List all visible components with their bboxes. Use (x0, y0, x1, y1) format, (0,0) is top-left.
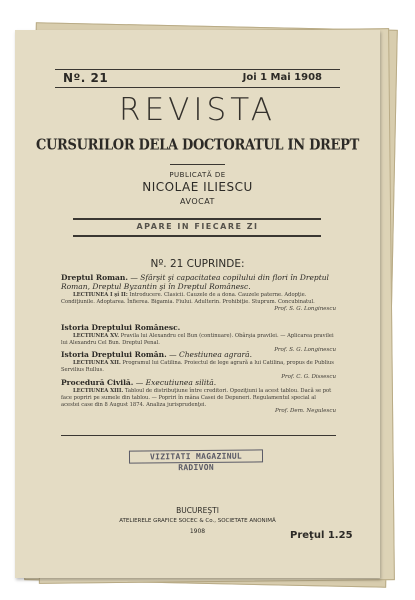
section-name: Istoria Dreptului Român. (61, 350, 167, 359)
magazine-cover (15, 30, 380, 578)
header-rule-bottom (55, 87, 340, 88)
contents-section (61, 273, 336, 312)
contents-heading: Nº. 21 CUPRINDE: (150, 258, 245, 270)
contents-section (61, 378, 336, 414)
professor-name: Prof. S. G. Longinescu (274, 346, 336, 353)
lecture-text: Tabloul de distribuţiune între creditori. Opoziţiuni la acest tablou. Dacă se pot face popriri pe sumele din tablou. — Popriri în mâna Casei de Depuneri. Regulamentul special al acestei case din 8 August 1874. Analiza jurisprudenţei. (61, 388, 332, 408)
title-divider (170, 164, 225, 165)
frequency-rule-bottom (73, 235, 321, 237)
lecture-label: LECTIUNEA I şi II: (73, 292, 128, 298)
publisher-role: AVOCAT (180, 197, 215, 206)
section-name: Dreptul Roman. (61, 273, 128, 282)
issue-date: Joi 1 Mai 1908 (242, 72, 322, 83)
frequency-rule-top (73, 218, 321, 220)
lecture-text: Introducere. Clasicii. Cauzele de a dona. Cauzele paterne. Adopţie. Condiţiunile. Adoptarea. Înfierea. Bigamia. Fiului. Adulterin. Prohibiţie. Stuprum. Concubinatul. (61, 292, 315, 305)
header-rule-top (55, 69, 340, 70)
section-description: — Executiunea silită. (133, 378, 217, 387)
contents-section (61, 350, 336, 380)
shop-stamp: VIZITATI MAGAZINUL RADIVON (129, 449, 263, 463)
section-description: — Chestiunea agrară. (166, 350, 252, 359)
publication-year: 1908 (189, 528, 206, 535)
lecture-label: LECTIUNEA XIII. (73, 388, 124, 394)
lecture-label: LECTIUNEA XV. (73, 333, 120, 339)
printing-house: ATELIERELE GRAFICE SOCEC & Co., SOCIETATE ANONIMĂ (119, 518, 276, 524)
professor-name: Prof. Dem. Negulescu (275, 408, 336, 415)
frequency-banner: APARE IN FIECARE ZI (136, 222, 259, 231)
publisher-name: NICOLAE ILIESCU (142, 180, 253, 194)
contents-end-rule (61, 435, 336, 436)
issue-number: Nº. 21 (63, 71, 109, 85)
section-description: — Sfârşit şi capacitatea copilului din flori în Dreptul Roman, Dreptul Byzantin şi în Dreptul Românesc. (61, 273, 329, 291)
lecture-text: Pravila lui Alexandru cel Bun (continuare). Obârşia pravilei. — Aplicarea pravilei lui Alexandru Cel Bun. Dreptul Penal. (61, 333, 334, 346)
lecture-text: Programul lui Catilina. Proiectul de lege agrară a lui Catilina, propus de Publius Servilius Rullus. (61, 360, 334, 373)
price-label: Preţul 1.25 (290, 530, 353, 541)
professor-name: Prof. S. G. Longinescu (274, 305, 336, 312)
cover-title: REVISTA (119, 92, 276, 128)
section-name: Procedură Civilă. (61, 378, 134, 387)
contents-section (61, 323, 336, 353)
section-name: Istoria Dreptului Românesc. (61, 323, 181, 332)
professor-name: Prof. C. G. Dissescu (281, 373, 336, 380)
publisher-label: PUBLICATĂ DE (169, 171, 226, 179)
publication-city: BUCUREŞTI (176, 506, 219, 515)
lecture-label: LECTIUNEA XII. (73, 360, 121, 366)
cover-subtitle: CURSURILOR DELA DOCTORATUL IN DREPT (35, 136, 360, 155)
